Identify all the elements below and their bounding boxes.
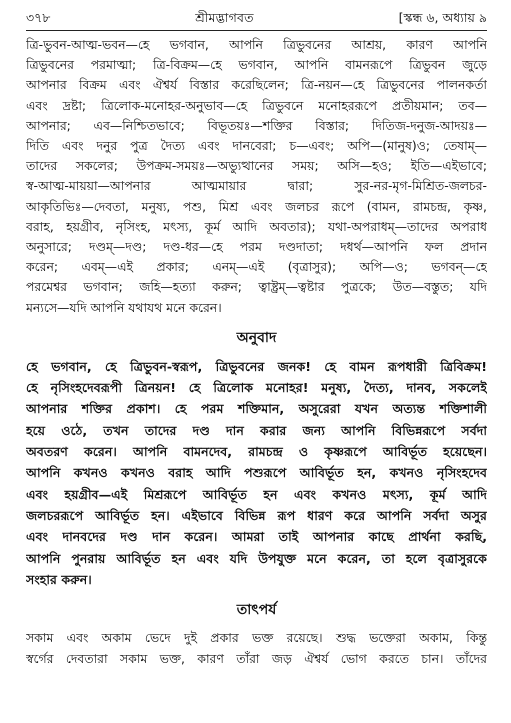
- purport-line: স্বর্গের দেবতারা সকাম ভক্ত, কারণ তাঁরা জড় ঐশ্বর্য ভোগ করতে চান। তাঁদের: [26, 650, 487, 666]
- translation-line: হে ভগবান, হে ত্রিভুবন-স্বরূপ, ত্রিভুবনের জনক! হে বামন রূপধারী ত্রিবিক্রম!: [26, 358, 487, 374]
- translation-line: আপনি কখনও কখনও বরাহ আদি পশুরূপে আবির্ভূত হন, কখনও নৃসিংহদেব: [26, 465, 487, 481]
- purport-heading: তাৎপর্য: [236, 602, 277, 619]
- translation-heading: অনুবাদ: [236, 329, 277, 346]
- header-rule: [26, 30, 487, 31]
- page-number: ৩৭৮: [26, 10, 51, 25]
- translation-line: জলচররূপে আবির্ভূত হন। এইভাবে বিভিন্ন রূপ ধারণ করে আপনি সর্বদা অসুর: [26, 507, 487, 523]
- translation-line: এবং দানবদের দণ্ড দান করেন। আমরা তাই আপনার কাছে প্রার্থনা করছি,: [26, 529, 487, 545]
- synonyms-line: করেন; এবম্—এই প্রকার; এনম্—এই (বৃত্রাসুর); অপি—ও; ভগবন্—হে: [26, 259, 487, 275]
- translation-line: হে নৃসিংহদেবরূপী ত্রিনয়ন! হে ত্রিলোক মনোহর! মনুষ্য, দৈত্য, দানব, সকলেই: [26, 380, 487, 396]
- chapter-reference: [স্কন্ধ ৬, অধ্যায় ৯: [398, 10, 487, 25]
- synonyms-line: মন্যসে—যদি আপনি যথাযথ মনে করেন।: [26, 299, 222, 315]
- translation-line: অবতরণ করেন। আপনি বামনদেব, রামচন্দ্র ও কৃষ্ণরূপে আবির্ভূত হয়েছেন।: [26, 444, 487, 460]
- translation-line: আপনার শক্তির প্রকাশ। হে পরম শক্তিমান, অসুরেরা যখন অত্যন্ত শক্তিশালী: [26, 401, 487, 417]
- synonyms-line: ত্রি-ভুবন-আত্ম-ভবন—হে ভগবান, আপনি ত্রিভুবনের আশ্রয়, কারণ আপনি: [26, 37, 487, 52]
- purport-line: সকাম এবং অকাম ভেদে দুই প্রকার ভক্ত রয়েছে। শুদ্ধ ভক্তেরা অকাম, কিন্তু: [26, 630, 487, 646]
- translation-paragraph: [26, 356, 487, 590]
- synonyms-paragraph: [26, 35, 487, 318]
- synonyms-line: অনুসারে; দণ্ডম্—দণ্ড; দণ্ড-ধর—হে পরম দণ্ডদাতা; দধর্থ—আপনি ফল প্রদান: [26, 239, 487, 255]
- synonyms-line: আপনার বিক্রম এবং ঐশ্বর্য বিস্তার করেছিলেন; ত্রি-নয়ন—হে ত্রিভুবনের পালনকর্তা: [26, 77, 487, 93]
- synonyms-line: দিতি এবং দনুর পুত্র দৈত্য এবং দানবেরা; চ—এবং; অপি—(মানুষ)ও; তেষাম্—: [26, 138, 487, 154]
- synonyms-line: আকৃতিভিঃ—দেবতা, মনুষ্য, পশু, মিশ্র এবং জলচর রূপে (বামন, রামচন্দ্র, কৃষ্ণ,: [26, 198, 487, 214]
- synonyms-line: ত্রিভুবনের পরমাত্মা; ত্রি-বিক্রম—হে ভগবান, আপনি বামনরূপে ত্রিভুবন জুড়ে: [26, 57, 487, 73]
- synonyms-line: আপনার; এব—নিশ্চিতভাবে; বিভূতয়ঃ—শক্তির বিস্তার; দিতিজ-দনুজ-আদয়ঃ—: [26, 117, 487, 133]
- synonyms-line: বরাহ, হয়গ্রীব, নৃসিংহ, মৎস্য, কূর্ম আদি অবতার); যথা-অপরাধম্—তাদের অপরাধ: [26, 218, 487, 234]
- translation-line: এবং হয়গ্রীব—এই মিশ্ররূপে আবির্ভূত হন এবং কখনও মৎস্য, কূর্ম আদি: [26, 486, 487, 502]
- purport-paragraph: [26, 628, 487, 669]
- running-header: [26, 10, 487, 30]
- synonyms-line: তাদের সকলের; উপক্রম-সময়ঃ—অভ্যুত্থানের সময়; অসি—হও; ইতি—এইভাবে;: [26, 158, 487, 174]
- translation-line: সংহার করুন।: [26, 571, 92, 587]
- synonyms-line: পরমেশ্বর ভগবান; জহি—হত্যা করুন; ত্বাষ্ট্রম্—ত্বষ্টার পুত্রকে; উত—বস্তুত; যদি: [26, 279, 487, 295]
- translation-line: হয়ে ওঠে, তখন তাদের দণ্ড দান করার জন্য আপনি বিভিন্নরূপে সর্বদা: [26, 422, 487, 438]
- synonyms-line: এবং দ্রষ্টা; ত্রিলোক-মনোহর-অনুভাব—হে ত্রিভুবনে মনোহররূপে প্রতীয়মান; তব—: [26, 97, 487, 113]
- synonyms-line: স্ব-আত্ম-মায়য়া—আপনার আত্মমায়ার দ্বারা; সুর-নর-মৃগ-মিশ্রিত-জলচর-: [26, 178, 487, 194]
- translation-line: আপনি পুনরায় আবির্ভূত হন এবং যদি উপযুক্ত মনে করেন, তা হলে বৃত্রাসুরকে: [26, 550, 487, 566]
- book-title: শ্রীমদ্ভাগবত: [195, 10, 254, 25]
